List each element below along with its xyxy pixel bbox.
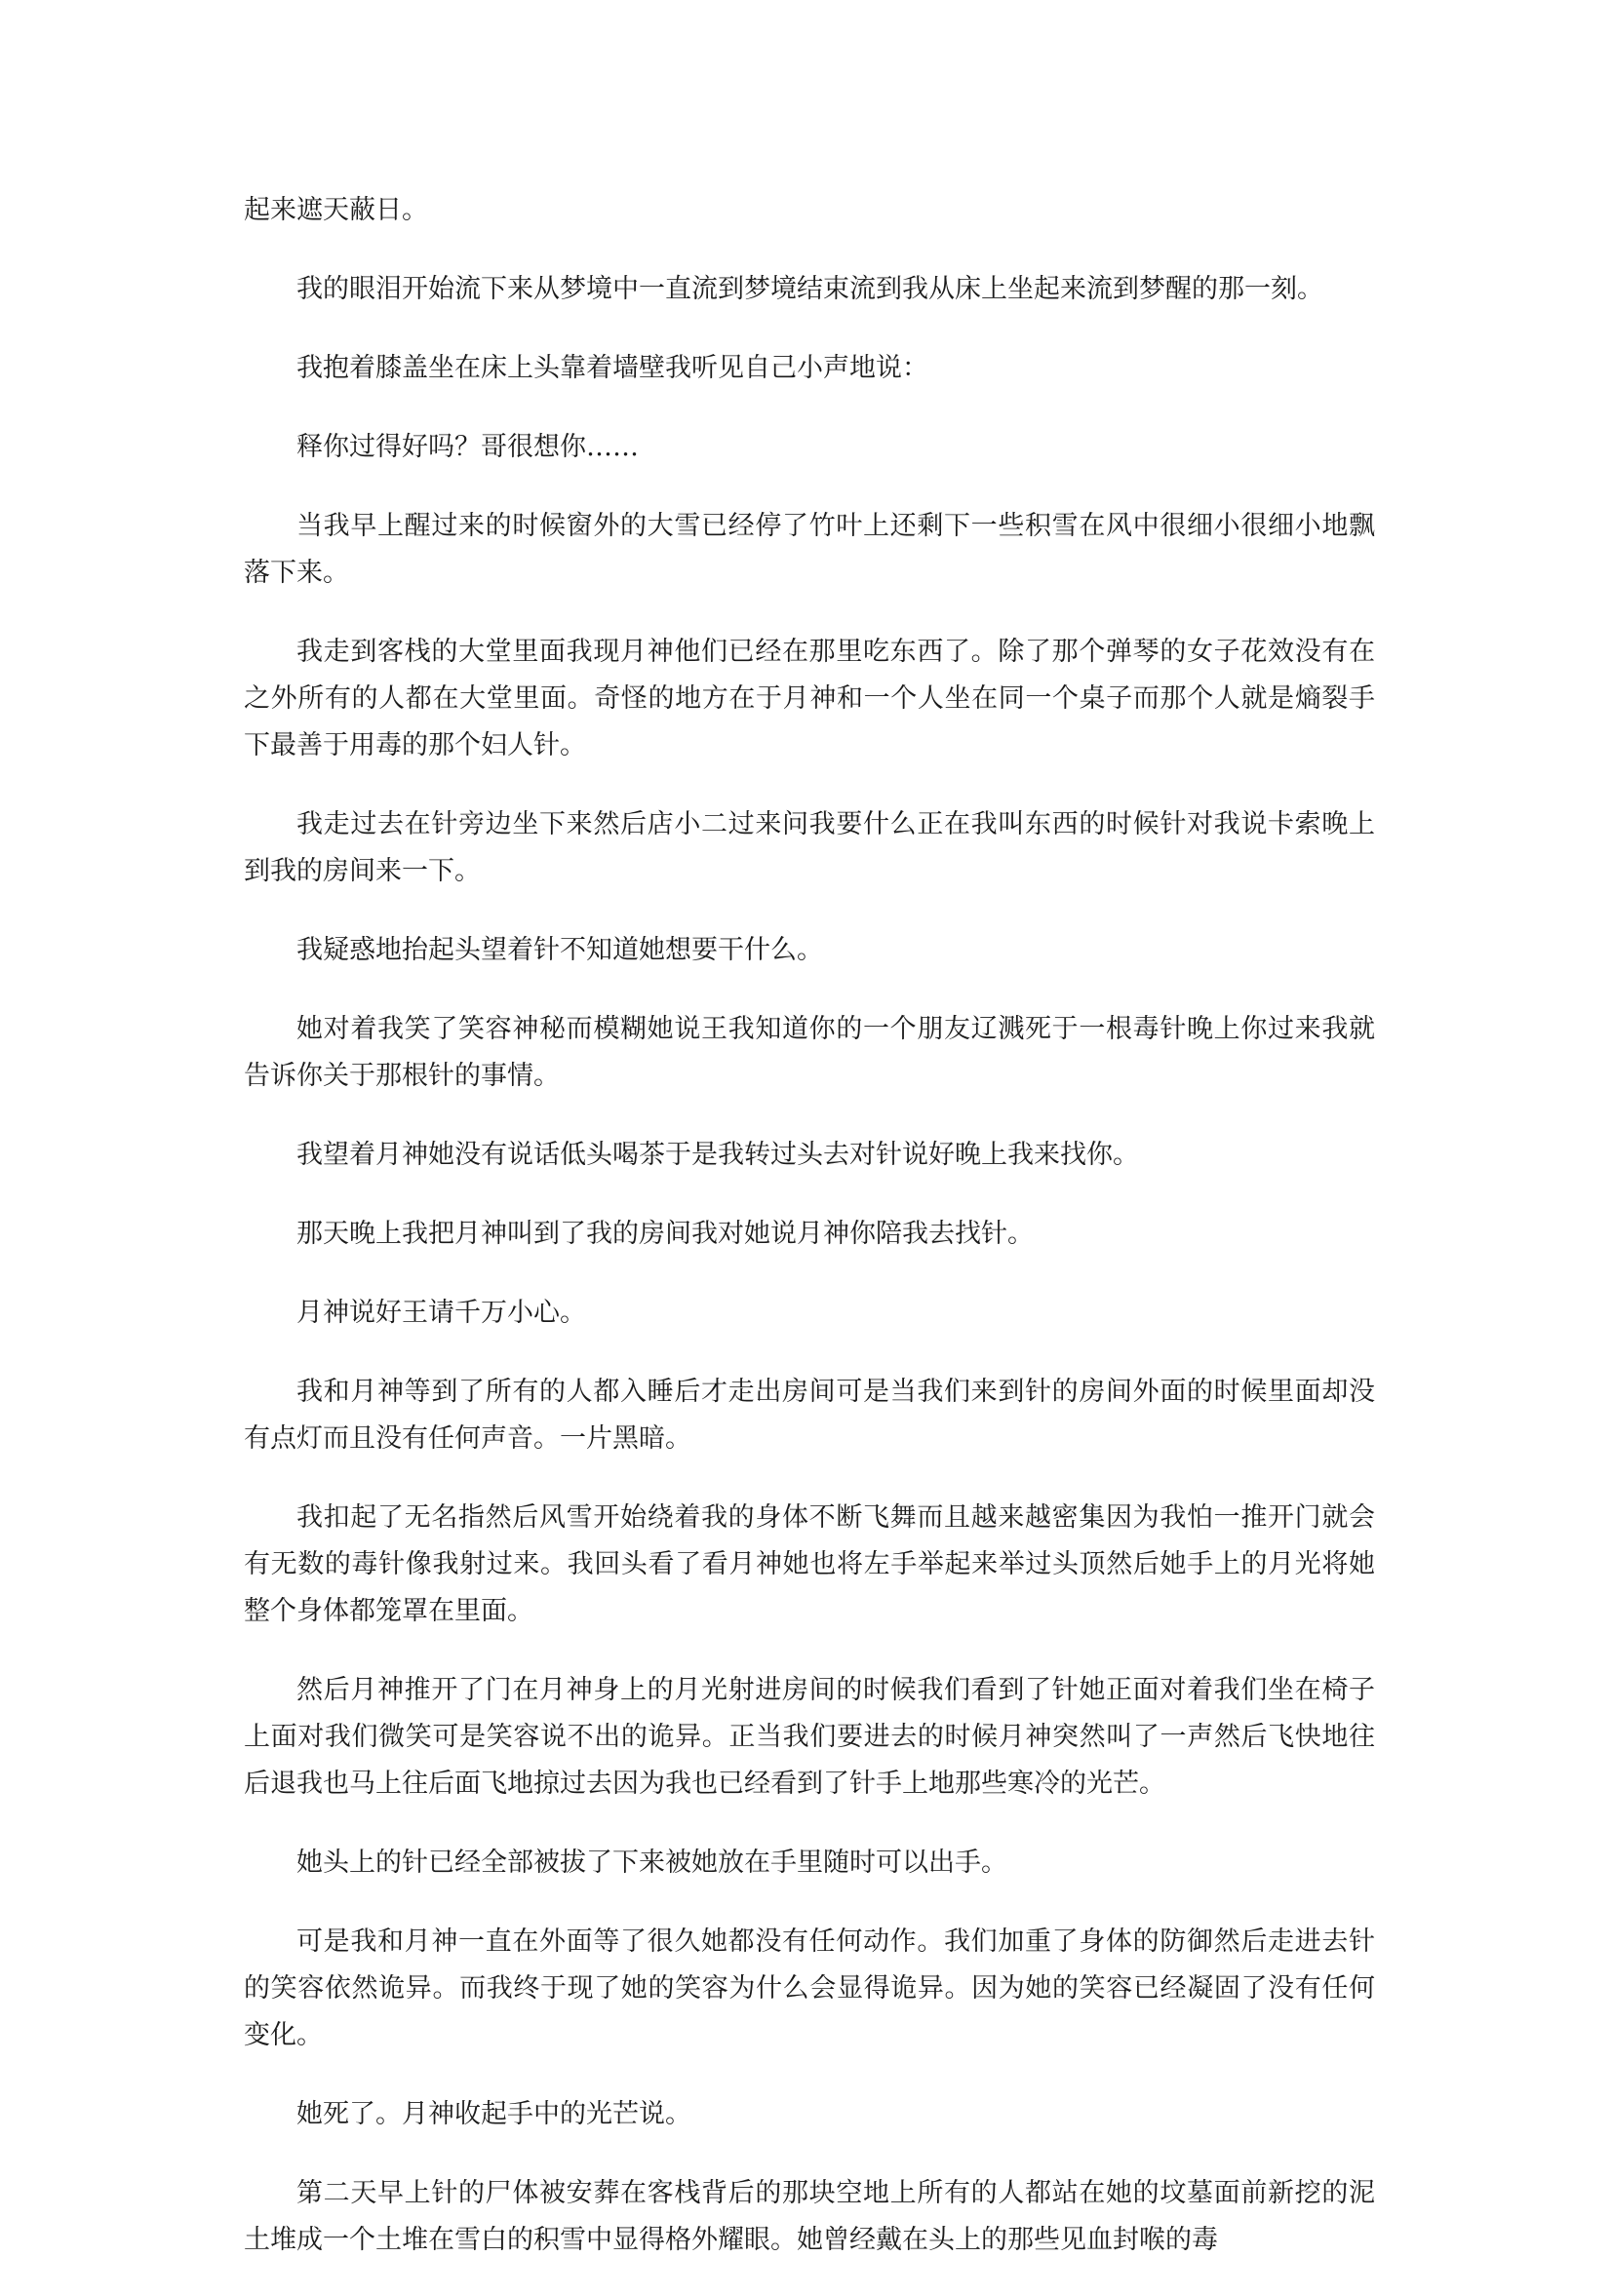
paragraph: 然后月神推开了门在月神身上的月光射进房间的时候我们看到了针她正面对着我们坐在椅子上面对我们微笑可是笑容说不出的诡异。正当我们要进去的时候月神突然叫了一声然后飞快地往后退我也马上往后面飞地掠过去因为我也已经看到了针手上地那些寒冷的光芒。 [244,1675,1375,1799]
paragraph: 她头上的针已经全部被拔了下来被她放在手里随时可以出手。 [296,1848,1007,1878]
paragraph: 我和月神等到了所有的人都入睡后才走出房间可是当我们来到针的房间外面的时候里面却没有点灯而且没有任何声音。一片黑暗。 [244,1377,1375,1454]
document-body [244,187,1375,2296]
paragraph: 第二天早上针的尸体被安葬在客栈背后的那块空地上所有的人都站在她的坟墓面前新挖的泥土堆成一个土堆在雪白的积雪中显得格外耀眼。她曾经戴在头上的那些见血封喉的毒 [244,2178,1375,2255]
paragraph: 可是我和月神一直在外面等了很久她都没有任何动作。我们加重了身体的防御然后走进去针的笑容依然诡异。而我终于现了她的笑容为什么会显得诡异。因为她的笑容已经凝固了没有任何变化。 [244,1926,1375,2050]
paragraph: 我扣起了无名指然后风雪开始绕着我的身体不断飞舞而且越来越密集因为我怕一推开门就会有无数的毒针像我射过来。我回头看了看月神她也将左手举起来举过头顶然后她手上的月光将她整个身体都笼罩在里面。 [244,1502,1375,1626]
paragraph: 释你过得好吗？哥很想你…… [296,432,639,462]
paragraph: 当我早上醒过来的时候窗外的大雪已经停了竹叶上还剩下一些积雪在风中很细小很细小地飘落下来。 [244,511,1375,588]
paragraph: 我走过去在针旁边坐下来然后店小二过来问我要什么正在我叫东西的时候针对我说卡索晚上到我的房间来一下。 [244,809,1375,886]
paragraph: 我的眼泪开始流下来从梦境中一直流到梦境结束流到我从床上坐起来流到梦醒的那一刻。 [296,274,1323,304]
paragraph: 那天晚上我把月神叫到了我的房间我对她说月神你陪我去找针。 [296,1219,1034,1249]
paragraph: 月神说好王请千万小心。 [296,1298,586,1328]
paragraph: 她对着我笑了笑容神秘而模糊她说王我知道你的一个朋友辽溅死于一根毒针晚上你过来我就告诉你关于那根针的事情。 [244,1014,1375,1091]
paragraph: 我抱着膝盖坐在床上头靠着墙壁我听见自己小声地说： [296,353,928,383]
paragraph: 起来遮天蔽日。 [244,195,428,225]
paragraph: 我望着月神她没有说话低头喝茶于是我转过头去对针说好晚上我来找你。 [296,1140,1139,1170]
paragraph: 我疑惑地抬起头望着针不知道她想要干什么。 [296,935,823,965]
paragraph: 她死了。月神收起手中的光芒说。 [296,2099,691,2129]
paragraph: 我走到客栈的大堂里面我现月神他们已经在那里吃东西了。除了那个弹琴的女子花效没有在之外所有的人都在大堂里面。奇怪的地方在于月神和一个人坐在同一个桌子而那个人就是熵裂手下最善于用毒的那个妇人针。 [244,637,1375,760]
